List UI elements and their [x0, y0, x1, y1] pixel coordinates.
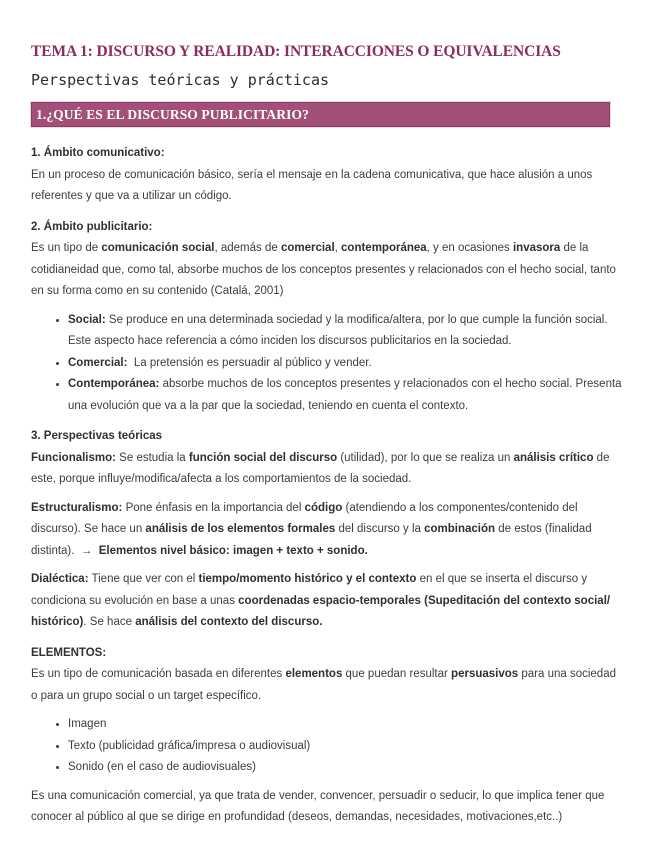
text-run: para una sociedad o para un grupo social o un target específico.: [31, 668, 616, 702]
bold-text-run: Estructuralismo:: [31, 501, 123, 514]
text-run: , y en ocasiones: [426, 242, 513, 254]
text-run: de este, porque influye/modifica/afecta a los comportamientos de la sociedad.: [31, 451, 610, 485]
text-run: Imagen: [68, 718, 107, 730]
bold-text-run: persuasivos: [451, 668, 519, 680]
section-banner: 1.¿QUÉ ES EL DISCURSO PUBLICITARIO?: [31, 102, 610, 127]
paragraph: [31, 664, 624, 707]
bold-text-run: ELEMENTOS:: [31, 646, 107, 659]
bold-text-run: análisis crítico: [513, 451, 594, 464]
list-item: [68, 714, 624, 736]
text-run: (atendiendo a los componentes/contenido del discurso). Se hace un: [31, 501, 578, 535]
text-run: del discurso y la: [335, 523, 425, 535]
text-run: Es un tipo de comunicación basada en diferentes: [31, 668, 286, 680]
bold-text-run: Elementos nivel básico: imagen + texto + sonido.: [98, 544, 368, 557]
bold-text-run: Comercial:: [68, 356, 128, 369]
bullet-list: [31, 714, 624, 779]
list-item: [68, 310, 624, 353]
bold-text-run: análisis de los elementos formales: [145, 523, 336, 535]
text-run: de la cotidianeidad que, como tal, absorbe muchos de los conceptos presentes y relacionados con el hecho social, tanto en su forma como en su contenido (Catalá, 2001): [31, 242, 616, 297]
text-run: Pone énfasis en la importancia del: [122, 501, 305, 514]
text-run: Es una comunicación comercial, ya que trata de vender, convencer, persuadir o seducir, lo que implica tener que conocer al público al que se dirige en profundidad (deseos, demandas, necesidades, motivaciones,etc..): [31, 789, 605, 823]
bold-text-run: Dialéctica:: [31, 573, 89, 585]
bold-text-run: análisis del contexto del discurso.: [135, 616, 323, 628]
list-item: [68, 736, 624, 758]
document-body: [31, 143, 624, 829]
document-title: TEMA 1: DISCURSO Y REALIDAD: INTERACCIONES O EQUIVALENCIAS: [31, 43, 561, 60]
bold-text-run: función social del discurso: [188, 451, 338, 464]
text-run: (utilidad), por lo que se realiza un: [337, 451, 514, 464]
bold-text-run: 1. Ámbito comunicativo:: [31, 147, 165, 159]
text-run: absorbe muchos de los conceptos presentes y relacionados con el hecho social. Presenta una evolución que va a la par que la sociedad, teniendo en cuenta el contexto.: [68, 378, 622, 412]
paragraph: [31, 238, 624, 303]
list-item: [68, 757, 624, 779]
bold-text-run: 2. Ámbito publicitario:: [31, 220, 153, 233]
text-run: Se estudia la: [115, 451, 189, 464]
paragraph: [31, 569, 624, 634]
text-run: En un proceso de comunicación básico, sería el mensaje en la cadena comunicativa, que hace alusión a unos referentes y que va a utilizar un código.: [31, 168, 593, 202]
bold-text-run: Social:: [68, 313, 106, 326]
section-heading: [31, 426, 624, 448]
text-run: que puedan resultar: [342, 668, 452, 680]
text-run: . Se hace: [83, 616, 136, 628]
text-run: en el que se inserta el discurso y condiciona su evolución en base a unas: [31, 573, 588, 607]
bold-text-run: Contemporánea:: [68, 378, 160, 390]
bold-text-run: código: [304, 501, 343, 514]
bold-text-run: coordenadas espacio-temporales (Supeditación del contexto social/ histórico): [31, 594, 611, 628]
bold-text-run: comunicación social: [101, 242, 215, 254]
paragraph: [31, 448, 624, 491]
list-item: [68, 374, 624, 417]
paragraph: [31, 498, 624, 563]
bold-text-run: comercial: [280, 242, 335, 254]
text-run: La pretensión es persuadir al público y vender.: [127, 356, 372, 369]
text-run: , además de: [214, 242, 281, 254]
paragraph: [31, 786, 624, 829]
text-run: Texto (publicidad gráfica/impresa o audiovisual): [68, 739, 311, 752]
document-subtitle: Perspectivas teóricas y prácticas: [31, 71, 330, 89]
section-heading: [31, 643, 624, 665]
bold-text-run: elementos: [285, 668, 343, 680]
text-run: ,: [334, 242, 342, 254]
bullet-list: [31, 310, 624, 418]
text-run: Sonido (en el caso de audiovisuales): [68, 761, 256, 773]
list-item: [68, 353, 624, 375]
bold-text-run: combinación: [424, 523, 496, 535]
section-heading: [31, 143, 624, 165]
paragraph: [31, 165, 624, 208]
text-run: Tiene que ver con el: [88, 573, 199, 585]
bold-text-run: tiempo/momento histórico y el contexto: [198, 573, 417, 585]
bold-text-run: 3. Perspectivas teóricas: [31, 430, 163, 442]
bold-text-run: invasora: [512, 242, 561, 254]
bold-text-run: contemporánea: [341, 242, 427, 254]
text-run: Es un tipo de: [31, 242, 102, 254]
section-heading: [31, 217, 624, 239]
text-run: Se produce en una determinada sociedad y la modifica/altera, por lo que cumple la función social. Este aspecto hace referencia a cómo inciden los discursos publicitarios en la sociedad.: [68, 313, 608, 347]
bold-text-run: Funcionalismo:: [31, 451, 116, 464]
text-run: de estos (finalidad distinta). →: [31, 523, 592, 557]
